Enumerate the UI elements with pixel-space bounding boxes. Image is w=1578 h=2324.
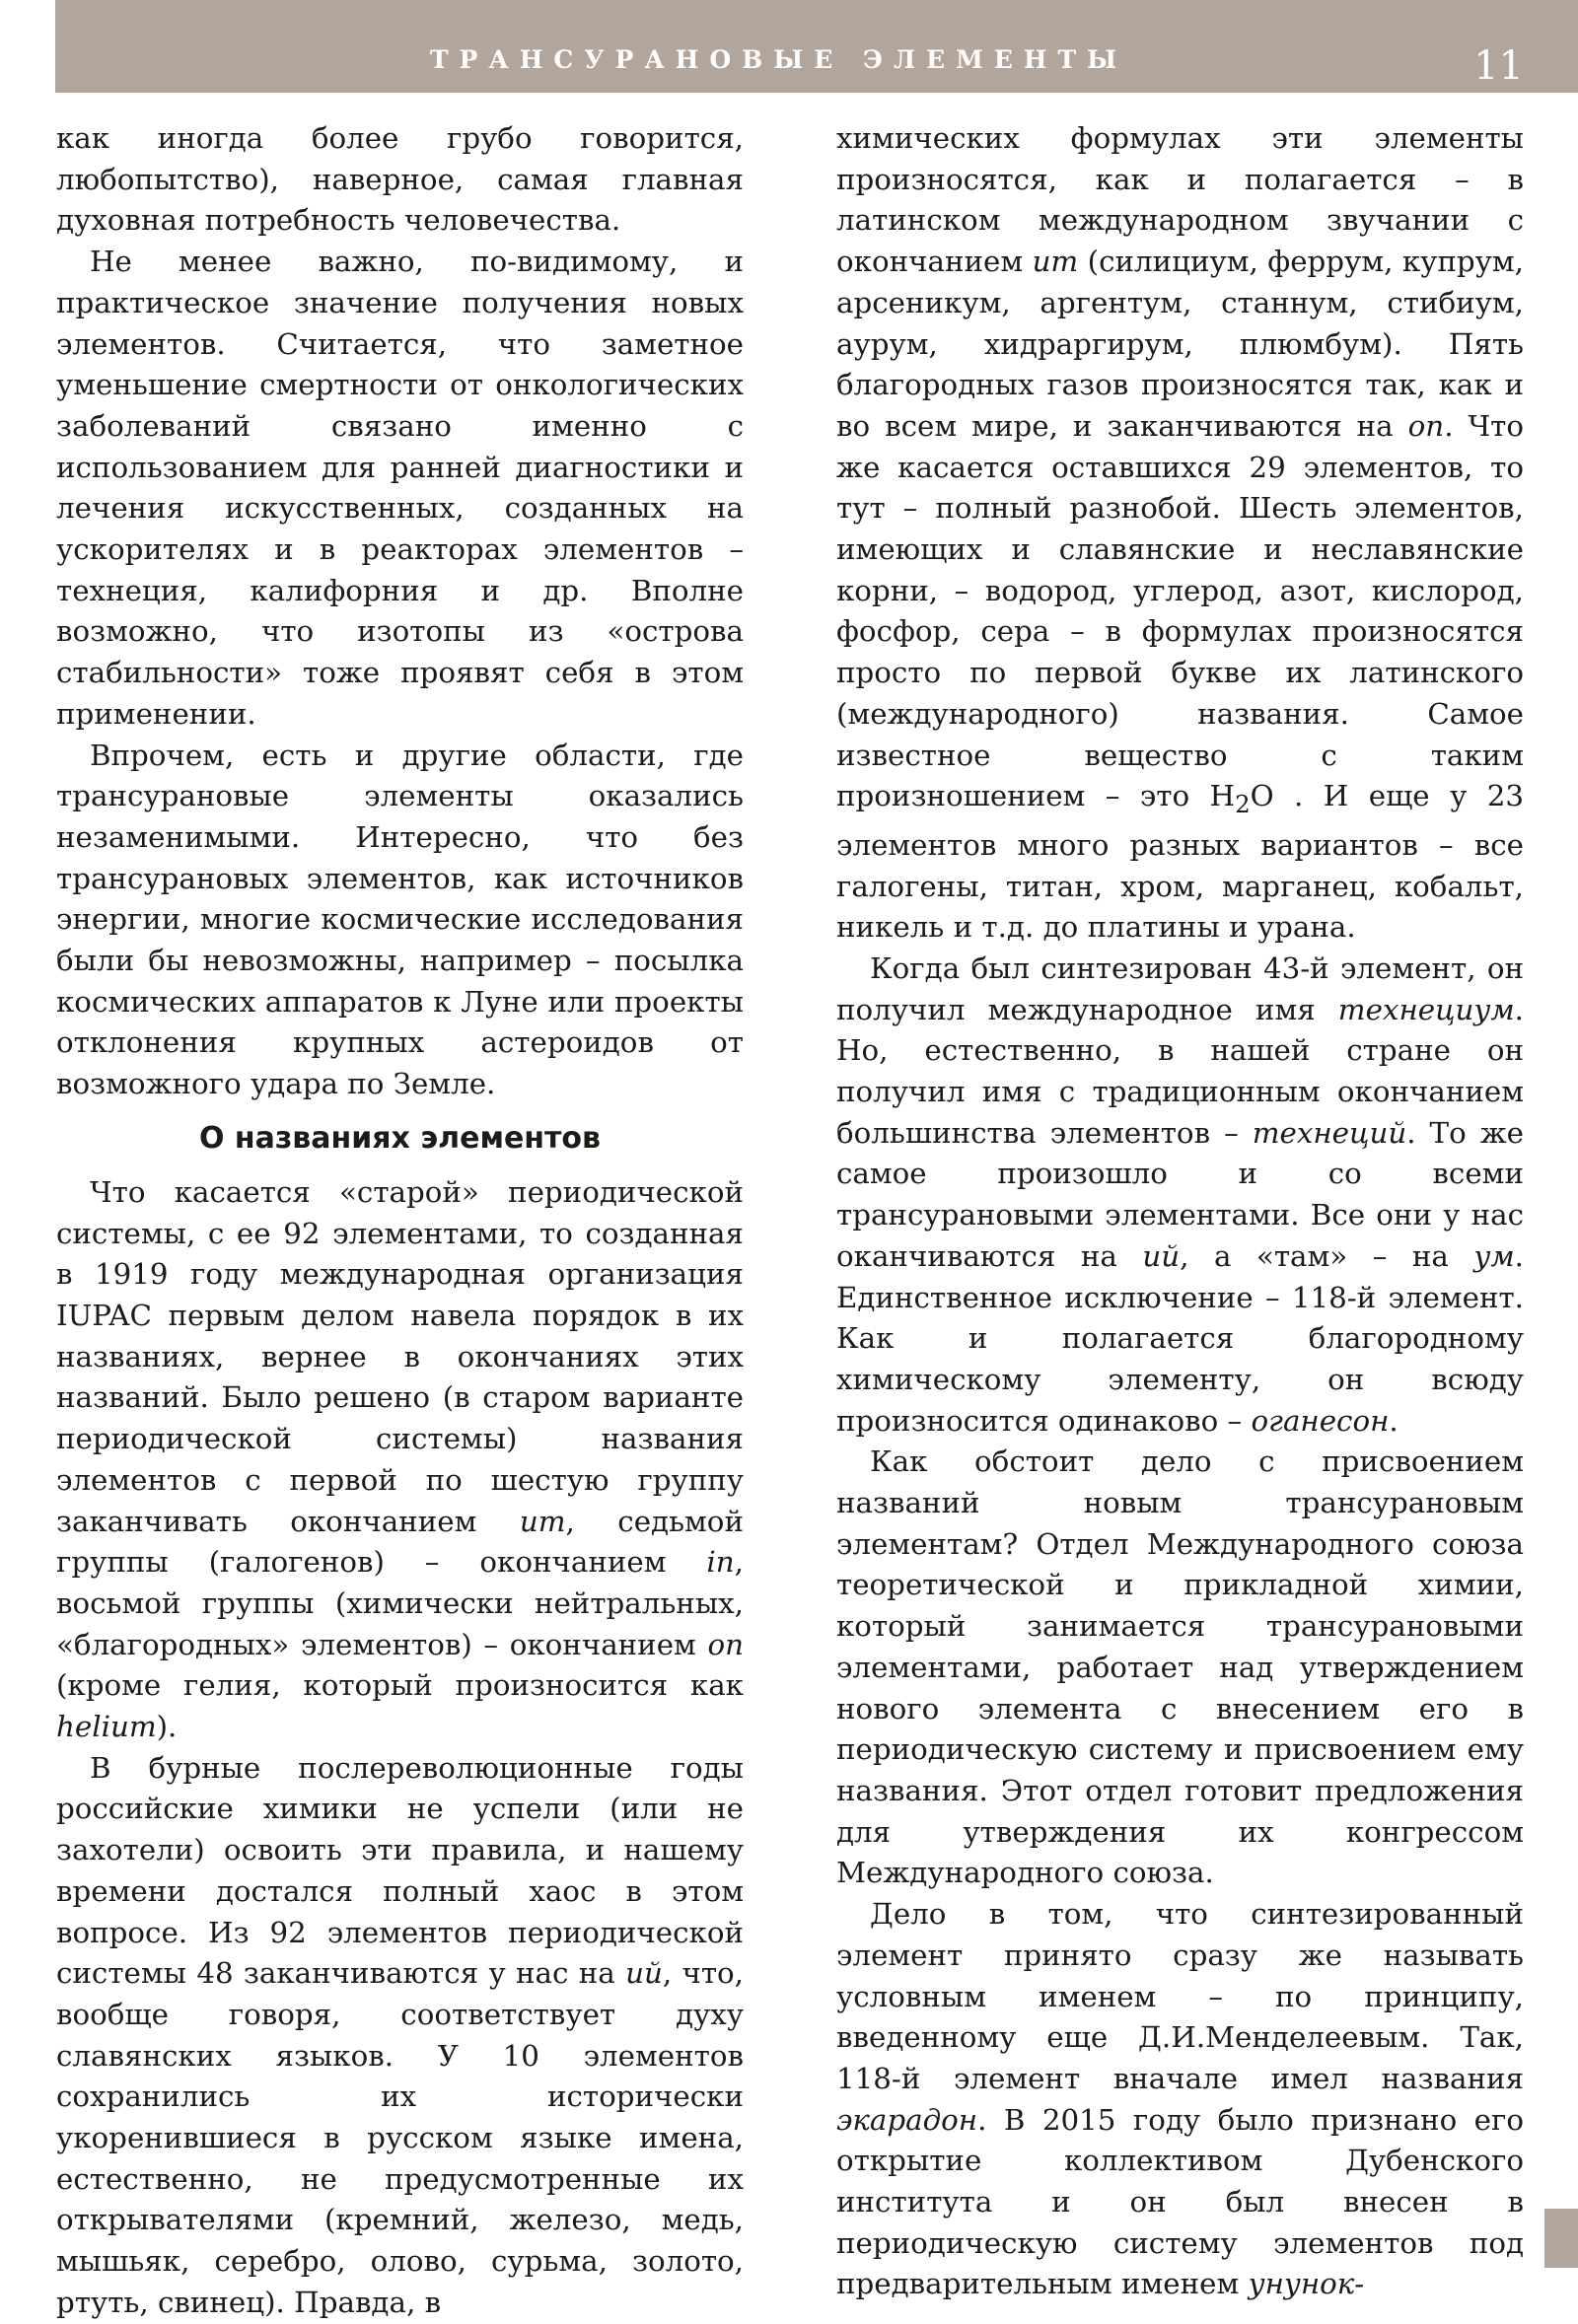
paragraph: В бурные послереволюционные годы российские химики не успели (или не захотели) освоить эти правила, и нашему времени достался полный хаос в этом вопросе. Из 92 элементов периодической системы 48 заканчиваются у нас на ий, что, вообще говоря, соответствует духу славянских языков. У 10 элементов сохранились их исторически укоренившиеся в русском языке имена, естественно, не предусмотренные их открывателями (кремний, железо, медь, мышьяк, серебро, олово, сурьма, золото, ртуть, свинец). Правда, в <box>56 1750 744 2319</box>
paragraph: Как обстоит дело с присвоением названий новым трансурановым элементам? Отдел Международного союза теоретической и прикладной химии, который занимается трансурановыми элементами, работает над утверждением нового элемента с внесением его в периодическую систему и присвоением ему названия. Этот отдел готовит предложения для утверждения их конгрессом Международного союза. <box>836 1444 1524 1890</box>
paragraph: химических формулах эти элементы произносятся, как и полагается – в латинском международном звучании с окончанием um (силициум, феррум, купрум, арсеникум, аргентум, станнум, стибиум, аурум, хидраргирум, плюмбум). Пять благородных газов произносятся так, как и во всем мире, и заканчиваются на on. Что же касается оставшихся 29 элементов, то тут – полный разнобой. Шесть элементов, имеющих и славянские и неславянские корни, – водород, углерод, азот, кислород, фосфор, сера – в формулах произносятся просто по первой букве их латинского (международного) названия. Самое известное вещество с таким произношением – это $H_2O$ . И еще у 23 элементов много разных вариантов – все галогены, титан, хром, марганец, кобальт, никель и т.д. до платины и урана. <box>836 121 1525 945</box>
running-title: ТРАНСУРАНОВЫЕ ЭЛЕМЕНТЫ <box>430 45 1128 74</box>
paragraph: Не менее важно, по-видимому, и практическое значение получения новых элементов. Считается, что заметное уменьшение смертности от онкологических заболеваний связано именно с использованием для ранней диагностики и лечения искусственных, созданных на ускорителях и в реакторах элементов – технеция, калифорния и др. Вполне возможно, что изотопы из «острова стабильности» тоже проявят себя в этом применении. <box>56 245 744 731</box>
paragraph: Впрочем, есть и другие области, где трансурановые элементы оказались незаменимыми. Интересно, что без трансурановых элементов, как источников энергии, многие космические исследования были бы невозможны, например – посылка космических аппаратов к Луне или проекты отклонения крупных астероидов от возможного удара по Земле. <box>56 738 744 1101</box>
right-column <box>836 118 1524 2305</box>
paragraph: Что касается «старой» периодической системы, с ее 92 элементами, то созданная в 1919 году международная организация IUPAC первым делом навела порядок в их названиях, вернее в окончаниях этих названий. Было решено (в старом варианте периодической системы) названия элементов с первой по шестую группу заканчивать окончанием um, седьмой группы (галогенов) – окончанием in, восьмой группы (химически нейтральных, «благородных» элементов) – окончанием on (кроме гелия, который произносится как helium). <box>56 1174 744 1744</box>
paragraph: Когда был синтезирован 43-й элемент, он получил международное имя технециум. Но, естественно, в нашей стране он получил имя с традиционным окончанием большинства элементов – технеций. То же самое произошло и со всеми трансурановыми элементами. Все они у нас оканчиваются на ий, а «там» – на ум. Единственное исключение – 118-й элемент. Как и полагается благородному химическому элементу, он всюду произносится одинаково – оганесон. <box>836 951 1525 1438</box>
paragraph: Дело в том, что синтезированный элемент принято сразу же называть условным именем – по принципу, введенному еще Д.И.Менделеевым. Так, 118-й элемент вначале имел названия экарадон. В 2015 году было признано его открытие коллективом Дубенского института и он был внесен в периодическую систему элементов под предварительным именем унунок- <box>836 1897 1524 2301</box>
paragraph: как иногда более грубо говорится, любопытство), наверное, самая главная духовная потребность человечества. <box>56 121 744 238</box>
left-column <box>56 118 744 2324</box>
page-corner-tab <box>1544 2209 1578 2268</box>
page-number: 11 <box>1473 43 1524 89</box>
section-heading: О названиях элементов <box>198 1120 602 1156</box>
running-header <box>55 0 1578 93</box>
